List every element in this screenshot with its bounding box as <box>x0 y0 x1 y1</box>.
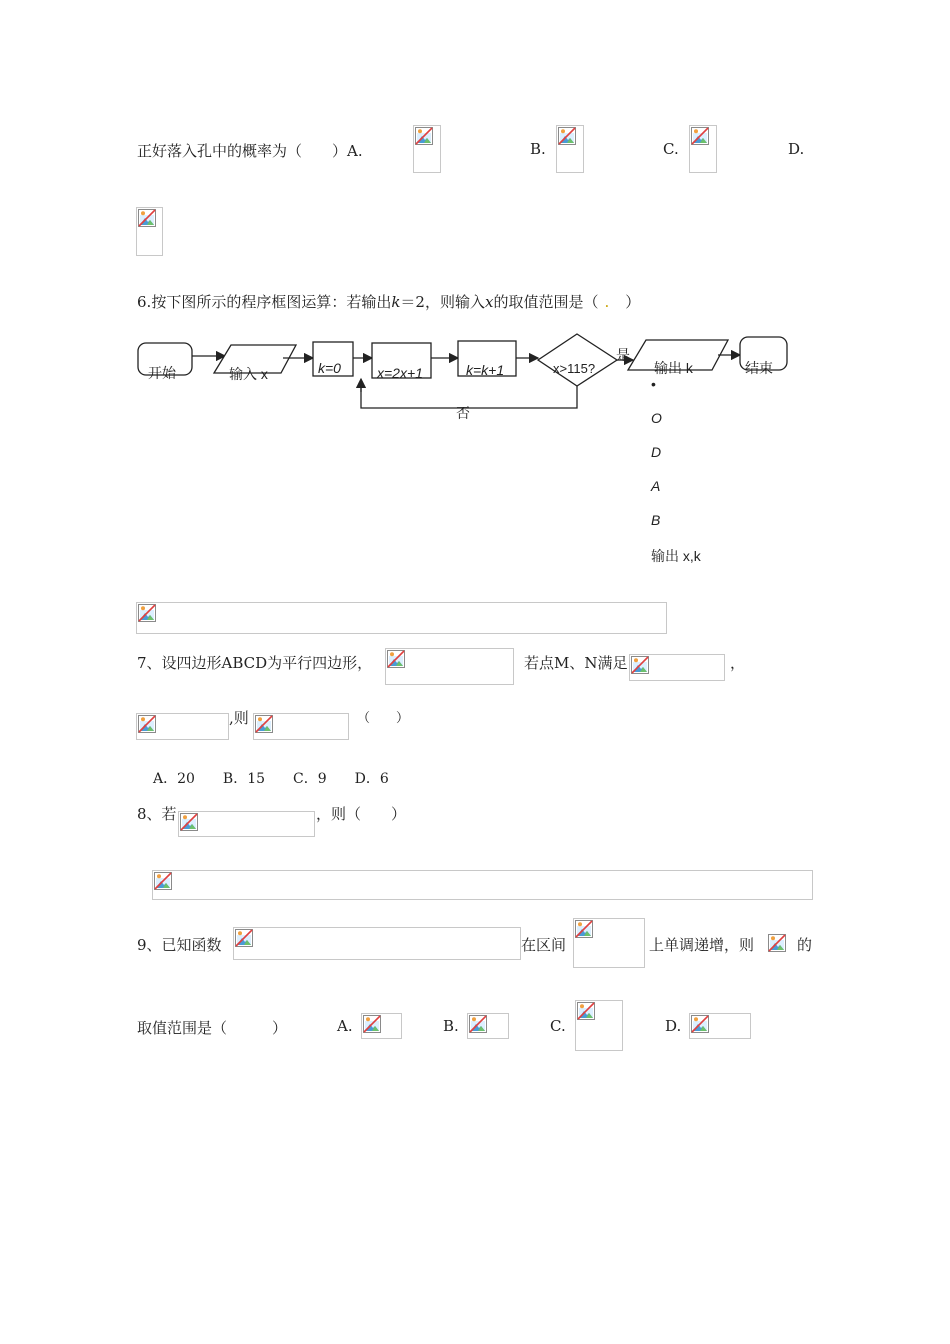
q8-formula-image <box>178 811 315 837</box>
q6-options-image <box>136 602 667 634</box>
broken-image-icon <box>154 872 172 890</box>
q9-option-c-label: C. <box>550 1017 566 1035</box>
q7-then: ,则 <box>229 709 249 727</box>
q7-comma: ， <box>730 654 746 672</box>
broken-image-icon <box>768 934 786 952</box>
flowchart-update-x-label: x=2x+1 <box>377 365 423 381</box>
q9-text-e: 取值范围是（ ） <box>137 1019 288 1037</box>
q6-dot: . <box>604 293 610 311</box>
broken-image-icon <box>138 604 156 622</box>
q6-var-k: k <box>391 293 401 311</box>
broken-image-icon <box>363 1015 381 1033</box>
broken-image-icon <box>235 929 253 947</box>
q9-option-d-image <box>689 1013 751 1039</box>
q5-text: 正好落入孔中的概率为（ ）A. <box>137 142 363 160</box>
q9-variable-image <box>768 934 788 954</box>
q9-text-d: 的 <box>797 936 813 954</box>
q9-option-a-label: A. <box>337 1017 353 1035</box>
q8-text-a: 8、若 <box>137 805 177 823</box>
flowchart-start-label: 开始 <box>148 365 176 381</box>
q7-formula-image-1 <box>385 648 514 685</box>
flowchart-end-label: 结束 <box>745 360 773 376</box>
q6-number: 6. <box>137 293 152 311</box>
broken-image-icon <box>575 920 593 938</box>
q9-option-a-image <box>361 1013 402 1039</box>
q6-text-b: ＝2，则输入 <box>400 293 485 311</box>
flowchart-condition-label: x>115? <box>553 361 596 376</box>
side-label-b: B <box>651 512 661 528</box>
broken-image-icon <box>138 715 156 733</box>
q7-text-b: 若点M、N满足 <box>524 654 628 672</box>
side-label-d: D <box>651 444 662 460</box>
side-label-a: A <box>651 478 661 494</box>
broken-image-icon <box>180 813 198 831</box>
broken-image-icon <box>577 1002 595 1020</box>
q7-formula-image-3 <box>136 713 229 740</box>
q6-text-c: 的取值范围是（ <box>493 293 599 311</box>
q9-option-b-image <box>467 1013 509 1039</box>
flowchart-input-label: 输入 x <box>229 366 268 382</box>
flowchart-no-label: 否 <box>456 406 470 422</box>
q5-option-b-label: B. <box>530 140 546 158</box>
flowchart-output-label: 输出 k <box>654 360 693 376</box>
flowchart-yes-label: 是 <box>616 347 630 363</box>
q5-option-d-label: D. <box>788 140 805 158</box>
q9-text-c: 上单调递增，则 <box>649 936 755 954</box>
q9-option-c-image <box>575 1000 623 1051</box>
q6-var-x: x <box>484 293 494 311</box>
q9-function-image <box>233 927 521 960</box>
q6-text-a: 按下图所示的程序框图运算：若输出 <box>151 293 392 311</box>
q7-options: A．20 B．15 C．9 D．6 <box>153 771 389 787</box>
q9-text-b: 在区间 <box>521 936 567 954</box>
q9-option-d-label: D. <box>665 1017 682 1035</box>
side-label-output: 输出 x,k <box>651 548 701 564</box>
side-label-dot: • <box>651 376 656 392</box>
flowchart-update-k-label: k=k+1 <box>466 362 505 378</box>
side-label-o: O <box>651 410 662 426</box>
q8-options-image <box>152 870 813 900</box>
q6-text-d: ） <box>625 293 641 311</box>
broken-image-icon <box>387 650 405 668</box>
q8-text-b: ，则（ ） <box>316 805 407 823</box>
flowchart-condition-diamond <box>538 334 617 386</box>
q9-option-b-label: B. <box>443 1017 459 1035</box>
q7-paren: （ ） <box>357 711 410 726</box>
q9-interval-image <box>573 918 645 968</box>
q9-text-a: 9、已知函数 <box>137 936 222 954</box>
q5-option-c-label: C. <box>663 140 679 158</box>
flowchart-init-label: k=0 <box>318 360 341 376</box>
broken-image-icon <box>469 1015 487 1033</box>
broken-image-icon <box>631 656 649 674</box>
q7-formula-image-2 <box>629 654 725 681</box>
q7-text-a: 7、设四边形ABCD为平行四边形， <box>137 654 373 672</box>
broken-image-icon <box>691 1015 709 1033</box>
broken-image-icon <box>255 715 273 733</box>
q7-formula-image-4 <box>253 713 349 740</box>
